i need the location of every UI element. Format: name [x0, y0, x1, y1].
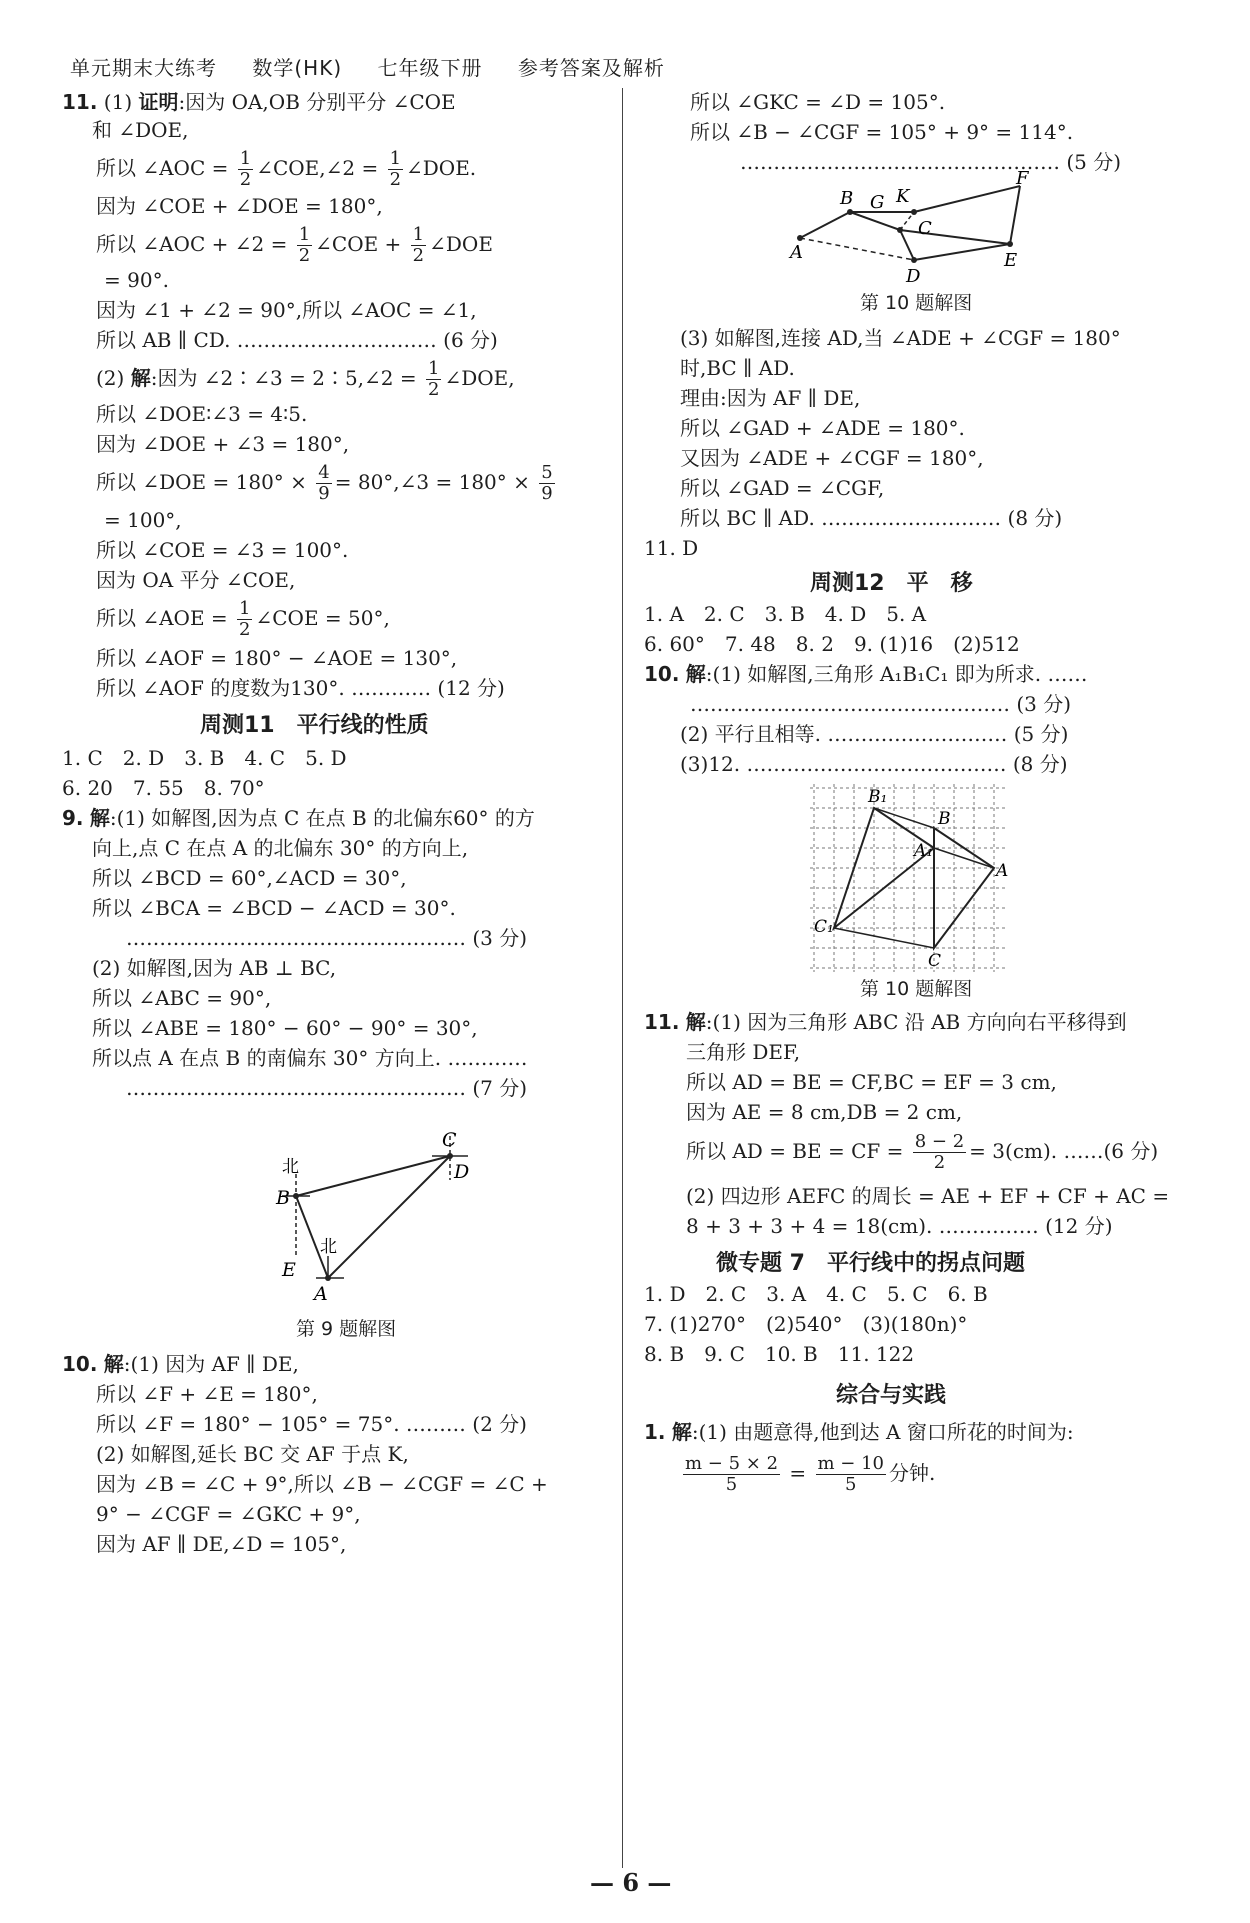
s10-line1: 10. 解:(1) 如解图,三角形 A₁B₁C₁ 即为所求. …… [644, 662, 1088, 686]
s10-line3: (2) 平行且相等. ……………………… (5 分) [680, 722, 1069, 746]
week12-answers-2: 6. 60° 7. 48 8. 2 9. (1)16 (2)512 [644, 632, 1020, 656]
q9-line3: 所以 ∠BCD = 60°,∠ACD = 30°, [92, 866, 407, 890]
label-B: B [938, 809, 951, 829]
q11-line8: 所以 AB ∥ CD. ………………………… (6 分) [96, 328, 498, 352]
section-title-week12: 周测12 平 移 [810, 571, 973, 596]
label-B: B [840, 188, 854, 209]
r-line6: 理由:因为 AF ∥ DE, [680, 386, 861, 410]
q9-line6: (2) 如解图,因为 AB ⊥ BC, [92, 956, 337, 980]
label-A: A [314, 1283, 328, 1305]
week12-answers-1: 1. A 2. C 3. B 4. D 5. A [644, 602, 927, 626]
label-E: E [282, 1259, 296, 1281]
column-divider [622, 88, 623, 1868]
s11-line2: 三角形 DEF, [686, 1040, 801, 1064]
page-number: — 6 — [590, 1868, 672, 1897]
r-line8: 又因为 ∠ADE + ∠CGF = 180°, [680, 446, 984, 470]
q11-line17: 所以 ∠AOF = 180° − ∠AOE = 130°, [96, 646, 458, 670]
q11-line15: 因为 OA 平分 ∠COE, [96, 568, 296, 592]
q11-line7: 因为 ∠1 + ∠2 = 90°,所以 ∠AOC = ∠1, [96, 298, 477, 322]
label-G: G [870, 192, 885, 213]
q10-line4: (2) 如解图,延长 BC 交 AF 于点 K, [96, 1442, 409, 1466]
s11-line3: 所以 AD = BE = CF,BC = EF = 3 cm, [686, 1070, 1057, 1094]
week11-answers-1: 1. C 2. D 3. B 4. C 5. D [62, 746, 347, 770]
q11-line1: 11. (1) 证明:因为 OA,OB 分别平分 ∠COE [62, 90, 456, 114]
q11-line9: (2) 解:因为 ∠2∶∠3 = 2∶5,∠2 = $\frac{1}{2}$ ∠DOE, [96, 358, 515, 400]
q9-line9: 所以点 A 在点 B 的南偏东 30° 方向上. ………… [92, 1046, 528, 1070]
topic7-answers-2: 7. (1)270° (2)540° (3)(180n)° [644, 1312, 968, 1336]
s10-line2: ………………………………………… (3 分) [690, 692, 1072, 716]
r-line10: 所以 BC ∥ AD. ……………………… (8 分) [680, 506, 1063, 530]
label-E: E [1004, 250, 1018, 271]
s11-line1: 11. 解:(1) 因为三角形 ABC 沿 AB 方向向右平移得到 [644, 1010, 1127, 1034]
q9-line4: 所以 ∠BCA = ∠BCD − ∠ACD = 30°. [92, 896, 456, 920]
caption-q10a: 第 10 题解图 [860, 292, 973, 314]
figure-q10-grid [810, 784, 1009, 972]
header-section: 参考答案及解析 [517, 56, 665, 80]
label-C: C [918, 218, 932, 239]
label-C1: C₁ [814, 917, 834, 937]
label-D: D [906, 266, 921, 287]
label-A1: A₁ [914, 841, 934, 861]
q9-line7: 所以 ∠ABC = 90°, [92, 986, 272, 1010]
r-line2: 所以 ∠B − ∠CGF = 105° + 9° = 114°. [690, 120, 1074, 144]
label-B: B [276, 1187, 290, 1209]
caption-q10b: 第 10 题解图 [860, 978, 973, 1000]
caption-q9: 第 9 题解图 [296, 1318, 397, 1340]
s11-line5: 所以 AD = BE = CF = $\frac{8 - 2}{2}$ = 3(cm). ……(6 分) [686, 1131, 1159, 1173]
q10-line1: 10. 解:(1) 因为 AF ∥ DE, [62, 1352, 299, 1376]
q11-line3: 所以 ∠AOC = $\frac{1}{2}$ ∠COE,∠2 = $\frac{1}{2}$ ∠DOE. [96, 148, 477, 190]
label-north-2: 北 [320, 1237, 337, 1257]
label-F: F [1016, 168, 1029, 189]
figure-q9 [260, 1128, 500, 1308]
label-C: C [928, 951, 942, 971]
z1-line1: 1. 解:(1) 由题意得,他到达 A 窗口所花的时间为: [644, 1420, 1074, 1444]
s11-line7: 8 + 3 + 3 + 4 = 18(cm). …………… (12 分) [686, 1214, 1113, 1238]
section-title-topic7: 微专题 7 平行线中的拐点问题 [716, 1251, 1025, 1276]
q9-line2: 向上,点 C 在点 A 的北偏东 30° 的方向上, [92, 836, 469, 860]
section-title-practice: 综合与实践 [836, 1383, 947, 1408]
q11-line18: 所以 ∠AOF 的度数为130°. ………… (12 分) [96, 676, 505, 700]
q11-line16: 所以 ∠AOE = $\frac{1}{2}$ ∠COE = 50°, [96, 598, 390, 640]
r-line9: 所以 ∠GAD = ∠CGF, [680, 476, 885, 500]
q11-line13: = 100°, [104, 508, 182, 532]
topic7-answers-3: 8. B 9. C 10. B 11. 122 [644, 1342, 915, 1366]
label-K: K [896, 186, 910, 207]
q11-line2: 和 ∠DOE, [92, 118, 189, 142]
q9-line5: …………………………………………… (3 分) [126, 926, 528, 950]
r-line5: 时,BC ∥ AD. [680, 356, 795, 380]
q10-line6: 9° − ∠CGF = ∠GKC + 9°, [96, 1502, 361, 1526]
q11-line12: 所以 ∠DOE = 180° × $\frac{4}{9}$ = 80°,∠3 = 180° × $\frac{5}{9}$ [96, 462, 553, 504]
label-C: C [442, 1129, 457, 1151]
q10-line3: 所以 ∠F = 180° − 105° = 75°. ……… (2 分) [96, 1412, 527, 1436]
q10-line7: 因为 AF ∥ DE,∠D = 105°, [96, 1532, 347, 1556]
label-north-1: 北 [282, 1157, 299, 1177]
figure-q10-part2 [790, 168, 1030, 288]
section-title-week11: 周测11 平行线的性质 [200, 713, 429, 738]
r-line11: 11. D [644, 536, 699, 560]
z1-line2: $\frac{m - 5 \times 2}{5}$ = $\frac{m - 10}{5}$ 分钟. [685, 1453, 936, 1495]
label-A: A [790, 242, 803, 263]
s11-line4: 因为 AE = 8 cm,DB = 2 cm, [686, 1100, 963, 1124]
running-header [70, 52, 1190, 84]
r-line3: ………………………………………… (5 分) [740, 150, 1122, 174]
q11-line10: 所以 ∠DOE∶∠3 = 4∶5. [96, 402, 308, 426]
q10-line5: 因为 ∠B = ∠C + 9°,所以 ∠B − ∠CGF = ∠C + [96, 1472, 548, 1496]
label-B1: B₁ [868, 787, 888, 807]
r-line4: (3) 如解图,连接 AD,当 ∠ADE + ∠CGF = 180° [680, 326, 1121, 350]
header-subject: 数学(HK) [252, 56, 343, 80]
header-grade: 七年级下册 [377, 56, 483, 80]
label-A: A [996, 861, 1009, 881]
q11-line11: 因为 ∠DOE + ∠3 = 180°, [96, 432, 350, 456]
q11-line14: 所以 ∠COE = ∠3 = 100°. [96, 538, 349, 562]
topic7-answers-1: 1. D 2. C 3. A 4. C 5. C 6. B [644, 1282, 988, 1306]
header-book: 单元期末大练考 [70, 56, 217, 80]
q9-line10: …………………………………………… (7 分) [126, 1076, 528, 1100]
q9-line1: 9. 解:(1) 如解图,因为点 C 在点 B 的北偏东60° 的方 [62, 806, 535, 830]
q9-line8: 所以 ∠ABE = 180° − 60° − 90° = 30°, [92, 1016, 478, 1040]
q10-line2: 所以 ∠F + ∠E = 180°, [96, 1382, 318, 1406]
q11-line4: 因为 ∠COE + ∠DOE = 180°, [96, 194, 383, 218]
r-line7: 所以 ∠GAD + ∠ADE = 180°. [680, 416, 965, 440]
label-D: D [454, 1161, 470, 1183]
q11-line6: = 90°. [104, 268, 169, 292]
q11-line5: 所以 ∠AOC + ∠2 = $\frac{1}{2}$ ∠COE + $\frac{1}{2}$ ∠DOE [96, 224, 493, 266]
s11-line6: (2) 四边形 AEFC 的周长 = AE + EF + CF + AC = [686, 1184, 1170, 1208]
r-line1: 所以 ∠GKC = ∠D = 105°. [690, 90, 946, 114]
week11-answers-2: 6. 20 7. 55 8. 70° [62, 776, 265, 800]
s10-line4: (3)12. ………………………………… (8 分) [680, 752, 1068, 776]
